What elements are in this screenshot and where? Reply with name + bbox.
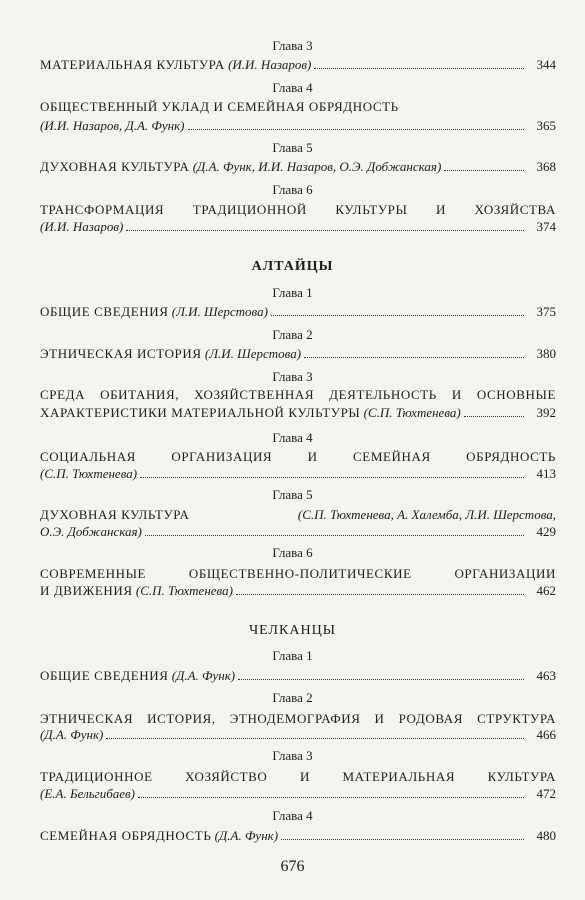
section-heading: АЛТАЙЦЫ <box>251 259 334 274</box>
dot-leader <box>281 838 524 840</box>
chapter-label: Глава 4 <box>272 80 313 95</box>
chapter-label: Глава 2 <box>272 327 313 342</box>
entry-title: ДУХОВНАЯ КУЛЬТУРА <box>40 159 190 174</box>
entry-title: ЭТНИЧЕСКАЯ ИСТОРИЯ, ЭТНОДЕМОГРАФИЯ И РОДОВАЯ СТРУКТУРА <box>40 711 556 726</box>
entry-authors: (И.И. Назаров) <box>228 57 312 72</box>
entry-title: ОБЩЕСТВЕННЫЙ УКЛАД И СЕМЕЙНАЯ ОБРЯДНОСТЬ <box>40 99 399 114</box>
toc-entry[interactable] <box>40 786 556 801</box>
toc-entry[interactable] <box>40 727 556 742</box>
entry-title-cont: ХАРАКТЕРИСТИКИ МАТЕРИАЛЬНОЙ КУЛЬТУРЫ <box>40 405 361 420</box>
entry-authors: (С.П. Тюхтенева) <box>135 583 233 598</box>
toc-entry[interactable] <box>40 346 556 361</box>
dot-leader <box>236 593 524 595</box>
entry-authors: (С.П. Тюхтенева, А. Халемба, Л.И. Шерстова, <box>297 507 556 522</box>
dot-leader <box>271 314 524 316</box>
entry-page-number: 462 <box>536 583 556 598</box>
entry-title: СРЕДА ОБИТАНИЯ, ХОЗЯЙСТВЕННАЯ ДЕЯТЕЛЬНОСТЬ И ОСНОВНЫЕ <box>40 387 556 402</box>
dot-leader <box>145 534 524 536</box>
chapter-label: Глава 4 <box>272 808 313 823</box>
entry-title: МАТЕРИАЛЬНАЯ КУЛЬТУРА <box>40 57 225 72</box>
entry-page-number: 466 <box>536 727 556 742</box>
entry-authors: (Д.А. Функ) <box>40 727 104 742</box>
chapter-label: Глава 6 <box>272 545 313 560</box>
toc-entry[interactable] <box>40 219 556 234</box>
toc-entry[interactable] <box>40 304 556 319</box>
entry-page-number: 365 <box>536 118 556 133</box>
entry-authors: (Д.А. Функ) <box>171 668 236 683</box>
chapter-label: Глава 1 <box>272 648 313 663</box>
toc-entry[interactable] <box>40 583 556 598</box>
chapter-label: Глава 6 <box>272 182 313 197</box>
entry-authors: (Е.А. Бельгибаев) <box>40 786 136 801</box>
entry-page-number: 413 <box>536 466 556 481</box>
chapter-label: Глава 4 <box>272 430 313 445</box>
toc-entry[interactable] <box>40 57 556 72</box>
entry-title: ОБЩИЕ СВЕДЕНИЯ <box>40 304 169 319</box>
toc-entry[interactable] <box>40 466 556 481</box>
entry-authors: (Л.И. Шерстова) <box>204 346 302 361</box>
entry-authors: (И.И. Назаров) <box>40 219 124 234</box>
page-number: 676 <box>280 858 305 875</box>
entry-title: ТРАДИЦИОННОЕ ХОЗЯЙСТВО И МАТЕРИАЛЬНАЯ КУЛЬТУРА <box>40 769 556 784</box>
dot-leader <box>464 415 524 417</box>
chapter-label: Глава 3 <box>272 38 313 53</box>
entry-authors: (И.И. Назаров, Д.А. Функ) <box>40 118 185 133</box>
entry-page-number: 344 <box>536 57 556 72</box>
dot-leader <box>304 356 524 358</box>
dot-leader <box>140 476 524 478</box>
entry-page-number: 463 <box>536 668 556 683</box>
toc-entry[interactable] <box>40 828 556 843</box>
dot-leader <box>314 67 524 69</box>
chapter-label: Глава 3 <box>272 748 313 763</box>
entry-title-line <box>40 507 556 522</box>
dot-leader <box>188 128 524 130</box>
entry-authors-cont: О.Э. Добжанская) <box>40 524 142 539</box>
toc-entry[interactable] <box>40 668 556 683</box>
entry-authors: (С.П. Тюхтенева) <box>40 466 138 481</box>
entry-title: СОВРЕМЕННЫЕ ОБЩЕСТВЕННО-ПОЛИТИЧЕСКИЕ ОРГАНИЗАЦИИ <box>40 566 556 581</box>
dot-leader <box>126 229 524 231</box>
toc-entry[interactable] <box>40 118 556 133</box>
toc-entry[interactable] <box>40 524 556 539</box>
entry-title: ДУХОВНАЯ КУЛЬТУРА <box>40 507 190 522</box>
entry-authors: (Л.И. Шерстова) <box>171 304 268 319</box>
chapter-label: Глава 1 <box>272 285 313 300</box>
entry-authors: (Д.А. Функ, И.И. Назаров, О.Э. Добжанская) <box>192 159 442 174</box>
section-heading: ЧЕЛКАНЦЫ <box>249 623 336 638</box>
entry-authors: (Д.А. Функ) <box>214 828 279 843</box>
entry-page-number: 472 <box>536 786 556 801</box>
chapter-label: Глава 5 <box>272 140 313 155</box>
chapter-label: Глава 3 <box>272 369 313 384</box>
dot-leader <box>238 678 524 680</box>
entry-title-cont: И ДВИЖЕНИЯ <box>40 583 133 598</box>
dot-leader <box>106 737 524 739</box>
entry-page-number: 392 <box>536 405 556 420</box>
entry-authors: (С.П. Тюхтенева) <box>363 405 461 420</box>
toc-entry[interactable] <box>40 159 556 174</box>
entry-page-number: 374 <box>536 219 556 234</box>
chapter-label: Глава 5 <box>272 487 313 502</box>
entry-page-number: 375 <box>536 304 556 319</box>
chapter-label: Глава 2 <box>272 690 313 705</box>
entry-title: ЭТНИЧЕСКАЯ ИСТОРИЯ <box>40 346 202 361</box>
entry-title: СЕМЕЙНАЯ ОБРЯДНОСТЬ <box>40 828 212 843</box>
dot-leader <box>138 796 524 798</box>
entry-title: СОЦИАЛЬНАЯ ОРГАНИЗАЦИЯ И СЕМЕЙНАЯ ОБРЯДНОСТЬ <box>40 449 556 464</box>
entry-page-number: 368 <box>536 159 556 174</box>
entry-page-number: 429 <box>536 524 556 539</box>
entry-page-number: 380 <box>536 346 556 361</box>
entry-page-number: 480 <box>536 828 556 843</box>
entry-title: ТРАНСФОРМАЦИЯ ТРАДИЦИОННОЙ КУЛЬТУРЫ И ХОЗЯЙСТВА <box>40 202 556 217</box>
toc-entry[interactable] <box>40 405 556 420</box>
entry-title: ОБЩИЕ СВЕДЕНИЯ <box>40 668 169 683</box>
dot-leader <box>444 169 524 171</box>
